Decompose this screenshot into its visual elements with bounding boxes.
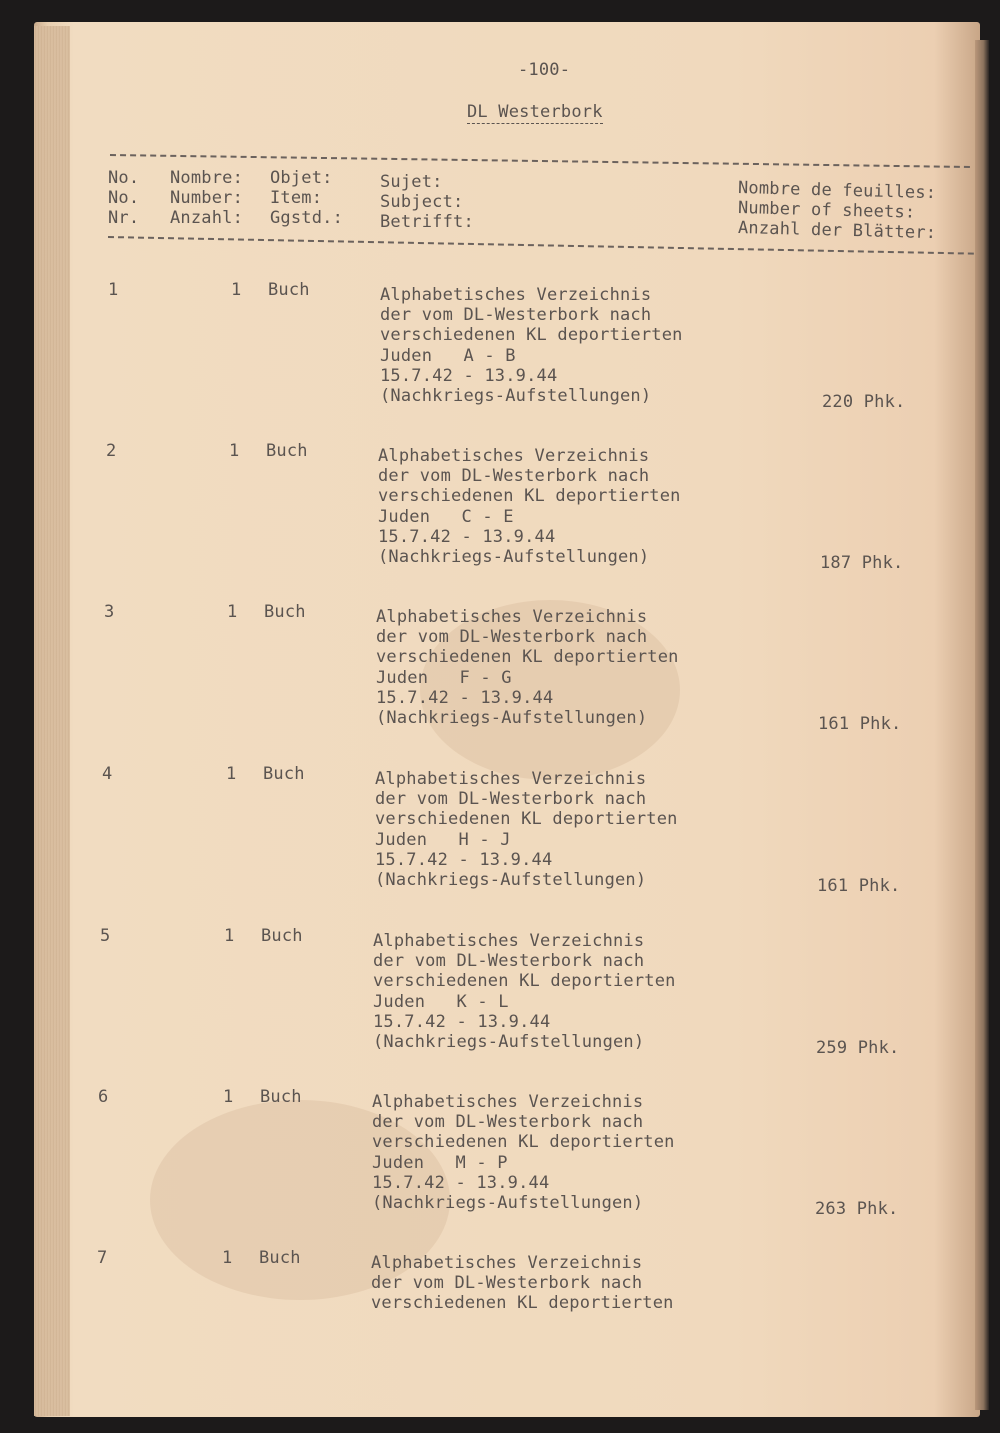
entry-subject-line: (Nachkriegs-Aufstellungen) <box>372 1193 644 1213</box>
entry-subject-line: der vom DL-Westerbork nach <box>376 627 648 648</box>
entry-subject-line: Alphabetisches Verzeichnis <box>380 285 652 305</box>
entry-count: 1 <box>222 1248 233 1268</box>
entry-subject-line: Juden H - J <box>375 829 511 850</box>
entry-number: 2 <box>106 441 117 461</box>
entry-subject-line: 15.7.42 - 13.9.44 <box>375 849 553 870</box>
entry-sheets: 161 Phk. <box>818 714 902 734</box>
entry-number: 4 <box>102 764 113 784</box>
entry-number: 7 <box>97 1248 108 1268</box>
entry-subject-line: Juden C - E <box>378 506 514 527</box>
entry-sheets: 259 Phk. <box>816 1038 900 1058</box>
entry-object: Buch <box>259 1248 301 1268</box>
entry-subject-line: 15.7.42 - 13.9.44 <box>378 526 556 547</box>
entry-subject-line: der vom DL-Westerbork nach <box>380 305 652 326</box>
entry-object: Buch <box>260 1087 302 1107</box>
entry-subject-line: 15.7.42 - 13.9.44 <box>373 1011 551 1032</box>
entry-subject-line: Alphabetisches Verzeichnis <box>375 769 647 789</box>
entry-count: 1 <box>231 280 242 300</box>
entry-subject-line: (Nachkriegs-Aufstellungen) <box>376 708 648 728</box>
entry-subject-line: Juden A - B <box>380 345 516 366</box>
page-stack-edge <box>34 26 70 1416</box>
entry-subject-line: (Nachkriegs-Aufstellungen) <box>373 1032 645 1052</box>
entry-subject-line: (Nachkriegs-Aufstellungen) <box>378 547 650 567</box>
entry-number: 3 <box>104 602 115 622</box>
entry-subject-line: 15.7.42 - 13.9.44 <box>380 365 558 386</box>
entry-subject-line: verschiedenen KL deportierten <box>376 647 679 668</box>
entry-sheets: 220 Phk. <box>822 392 906 412</box>
entry-object: Buch <box>263 764 305 784</box>
page-number: -100- <box>518 60 571 80</box>
entry-number: 5 <box>100 926 111 946</box>
entry-count: 1 <box>224 926 235 946</box>
entry-object: Buch <box>266 441 308 461</box>
entry-subject-line: verschiedenen KL deportierten <box>371 1293 674 1314</box>
entry-number: 1 <box>108 280 119 300</box>
entry-subject-line: der vom DL-Westerbork nach <box>371 1273 643 1294</box>
entry-subject-line: der vom DL-Westerbork nach <box>373 951 645 972</box>
entry-subject-line: verschiedenen KL deportierten <box>378 486 681 507</box>
entry-subject-line: Alphabetisches Verzeichnis <box>371 1253 643 1273</box>
entry-subject-line: Alphabetisches Verzeichnis <box>378 446 650 466</box>
entry-subject-line: (Nachkriegs-Aufstellungen) <box>380 386 652 406</box>
entry-count: 1 <box>223 1087 234 1107</box>
entry-object: Buch <box>268 280 310 300</box>
entry-sheets: 263 Phk. <box>815 1199 899 1219</box>
entry-subject-line: 15.7.42 - 13.9.44 <box>372 1172 550 1193</box>
entry-subject-line: Juden F - G <box>376 667 512 688</box>
page-title: DL Westerbork <box>467 102 603 124</box>
entry-subject-line: verschiedenen KL deportierten <box>380 325 683 346</box>
entry-subject-line: (Nachkriegs-Aufstellungen) <box>375 870 647 890</box>
entry-subject-line: Alphabetisches Verzeichnis <box>372 1092 644 1112</box>
entry-count: 1 <box>229 441 240 461</box>
entry-object: Buch <box>261 926 303 946</box>
entry-subject-line: der vom DL-Westerbork nach <box>378 466 650 487</box>
entry-subject-line: Juden K - L <box>373 991 509 1012</box>
entry-subject-line: 15.7.42 - 13.9.44 <box>376 687 554 708</box>
entry-object: Buch <box>264 602 306 622</box>
entry-count: 1 <box>226 764 237 784</box>
entry-count: 1 <box>227 602 238 622</box>
binding-shadow <box>975 40 989 1410</box>
entry-number: 6 <box>98 1087 109 1107</box>
entry-subject-line: Juden M - P <box>372 1152 508 1173</box>
entry-subject-line: Alphabetisches Verzeichnis <box>373 931 645 951</box>
entry-subject-line: der vom DL-Westerbork nach <box>375 789 647 810</box>
entry-subject-line: verschiedenen KL deportierten <box>375 809 678 830</box>
entry-subject-line: der vom DL-Westerbork nach <box>372 1112 644 1133</box>
entry-subject-line: verschiedenen KL deportierten <box>372 1132 675 1153</box>
entry-sheets: 161 Phk. <box>817 876 901 896</box>
entry-sheets: 187 Phk. <box>820 553 904 573</box>
entry-subject-line: verschiedenen KL deportierten <box>373 971 676 992</box>
entry-subject-line: Alphabetisches Verzeichnis <box>376 607 648 627</box>
